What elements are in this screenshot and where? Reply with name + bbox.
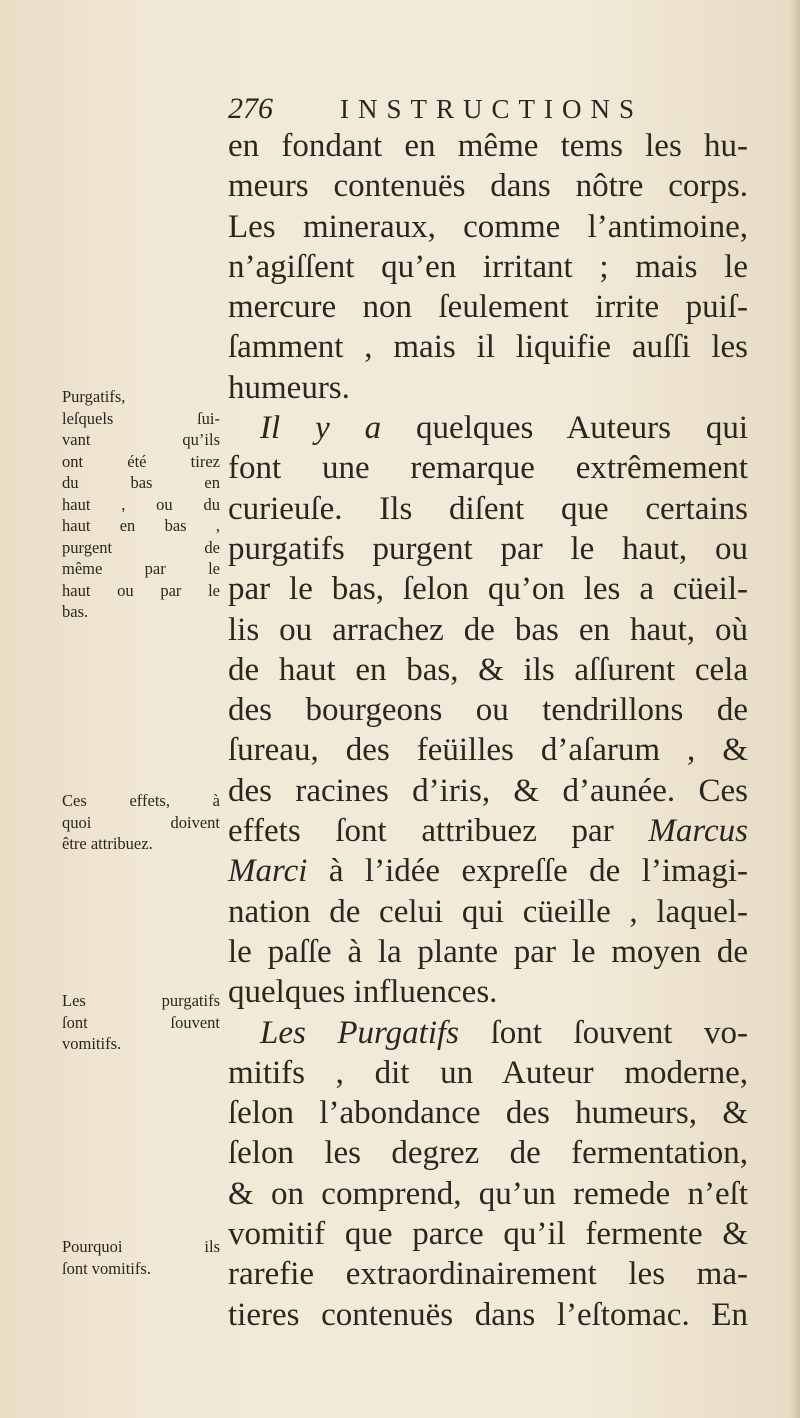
margin-note-line: leſquels ſui- — [62, 408, 220, 428]
text-line: Les mineraux, comme l’antimoine, — [228, 208, 748, 245]
text-line: ſureau, des feüilles d’aſarum , & — [228, 732, 748, 769]
margin-note-line: haut ou par le — [62, 580, 220, 600]
text-fragment: effets ſont attribuez par — [228, 813, 614, 850]
margin-note-line: bas. — [62, 602, 89, 621]
italic-name: Marci — [228, 853, 308, 890]
text-line: de haut en bas, & ils aſſurent cela — [228, 651, 748, 688]
running-title: INSTRUCTIONS — [340, 94, 644, 124]
margin-note-line: ſont ſouvent — [62, 1012, 220, 1032]
margin-note-line: vomitifs. — [62, 1034, 122, 1053]
margin-note-line: être attribuez. — [62, 834, 153, 853]
text-line: ſelon l’abondance des humeurs, & — [228, 1095, 748, 1132]
margin-note-line: quoi doivent — [62, 812, 220, 832]
margin-note-line: purgent de — [62, 537, 220, 557]
text-line: humeurs. — [228, 369, 350, 406]
main-text — [228, 126, 748, 1335]
margin-note-line: ont été tirez — [62, 451, 220, 471]
margin-note-vomitifs — [62, 990, 220, 1055]
text-line: meurs contenuës dans nôtre corps. — [228, 168, 748, 205]
text-line: & on comprend, qu’un remede n’eſt — [228, 1175, 748, 1212]
text-line: lis ou arrachez de bas en haut, où — [228, 611, 748, 648]
page-number: 276 — [228, 92, 273, 125]
italic-phrase: Il y a — [260, 410, 382, 447]
margin-note-line: ſont vomitifs. — [62, 1258, 151, 1278]
text-fragment: à l’idée expreſſe de l’imagi- — [328, 853, 749, 890]
italic-name: Marcus — [648, 813, 748, 850]
text-line — [228, 811, 748, 851]
text-line: tieres contenuës dans l’eſtomac. En — [228, 1296, 748, 1333]
margin-note-pourquoi — [62, 1236, 220, 1279]
text-line: mitifs , dit un Auteur moderne, — [228, 1054, 748, 1091]
margin-note-line: Ces effets, à — [62, 791, 220, 810]
margin-note-line: Les purgatifs — [62, 991, 220, 1010]
text-line: ſamment , mais il liquifie auſſi les — [228, 329, 748, 366]
text-line: par le bas, ſelon qu’on les a cüeil- — [228, 571, 748, 608]
text-line — [228, 1013, 748, 1053]
text-line: mercure non ſeulement irrite puiſ- — [228, 289, 748, 326]
text-line: des bourgeons ou tendrillons de — [228, 692, 748, 729]
text-line: n’agiſſent qu’en irritant ; mais le — [228, 248, 748, 285]
text-line: en fondant en même tems les hu- — [228, 128, 748, 164]
text-line — [228, 851, 748, 891]
text-line: nation de celui qui cüeille , laquel- — [228, 893, 748, 930]
text-line: ſelon les degrez de fermentation, — [228, 1135, 748, 1172]
margin-note-line: vant qu’ils — [62, 430, 220, 449]
margin-note-purgatifs — [62, 386, 220, 623]
text-fragment: ſont ſouvent vo- — [490, 1014, 749, 1051]
margin-note-line: haut en bas , — [62, 516, 220, 535]
text-line: vomitif que parce qu’il fermente & — [228, 1216, 748, 1253]
text-line — [228, 408, 748, 448]
margin-note-line: haut , ou du — [62, 494, 220, 514]
page-edge-shadow — [790, 0, 800, 1418]
text-line: le paſſe à la plante par le moyen de — [228, 933, 748, 970]
margin-note-line: Purgatifs, — [62, 387, 126, 406]
italic-phrase: Les Purgatifs — [260, 1014, 460, 1051]
text-fragment: quelques Auteurs qui — [416, 410, 748, 447]
margin-note-line: même par le — [62, 559, 220, 578]
text-line: rarefie extraordinairement les ma- — [228, 1256, 748, 1293]
text-line: curieuſe. Ils diſent que certains — [228, 490, 748, 527]
margin-note-line: Pourquoi ils — [62, 1237, 220, 1256]
text-line: des racines d’iris, & d’aunée. Ces — [228, 772, 748, 809]
text-line: font une remarque extrêmement — [228, 450, 748, 487]
margin-note-line: du bas en — [62, 473, 220, 492]
text-line: purgatifs purgent par le haut, ou — [228, 530, 748, 567]
text-line: quelques influences. — [228, 974, 498, 1011]
margin-note-effets — [62, 790, 220, 855]
